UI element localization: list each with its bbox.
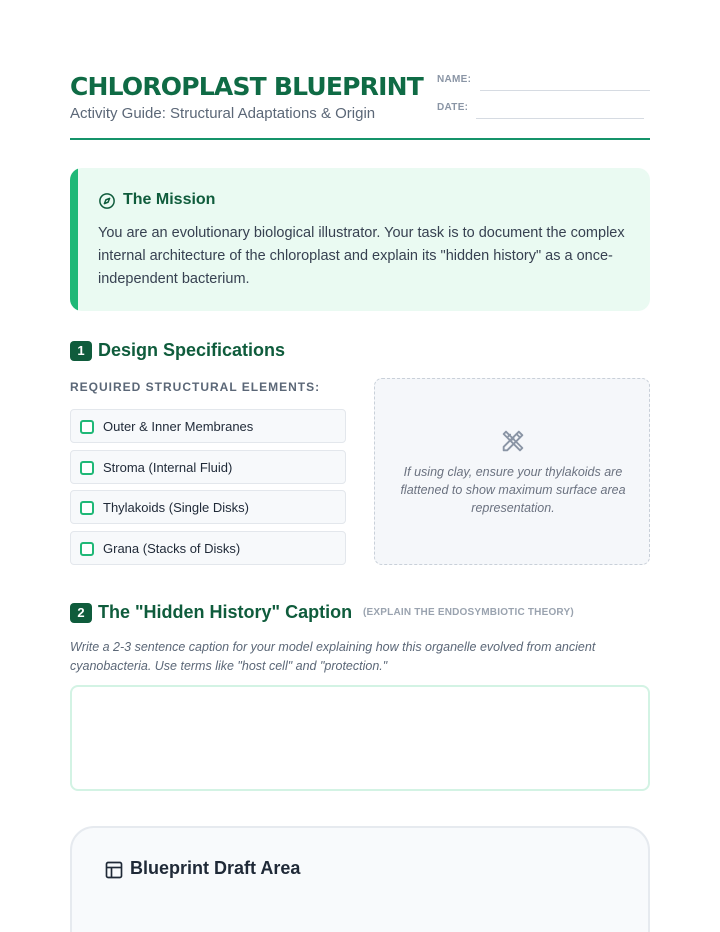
layout-icon bbox=[104, 860, 124, 880]
tip-text: If using clay, ensure your thylakoids are flattened to show maximum surface area representation. bbox=[400, 465, 626, 515]
checklist-item-label: Stroma (Internal Fluid) bbox=[103, 460, 233, 475]
checklist-item-label: Outer & Inner Membranes bbox=[103, 419, 254, 434]
mission-text: You are an evolutionary biological illustrator. Your task is to document the complex internal architecture of the chloroplast and explain its "hidden history" as a once-independent bacterium. bbox=[98, 225, 625, 287]
checkbox[interactable] bbox=[80, 461, 94, 475]
section-title: Design Specifications bbox=[98, 340, 286, 360]
compass-icon bbox=[98, 192, 116, 210]
required-elements-label: REQUIRED STRUCTURAL ELEMENTS: bbox=[70, 380, 321, 394]
checklist-item[interactable] bbox=[70, 450, 346, 484]
caption-instructions: Write a 2-3 sentence caption for your model explaining how this organelle evolved from ancient cyanobacteria. Use terms like "host cell" and "protection." bbox=[70, 640, 596, 673]
section-number: 1 bbox=[70, 341, 92, 361]
caption-textarea[interactable] bbox=[70, 685, 650, 791]
section-title: The "Hidden History" Caption bbox=[98, 602, 353, 622]
checklist-item[interactable] bbox=[70, 409, 346, 443]
name-label: NAME: bbox=[437, 74, 472, 85]
checklist-item-label: Thylakoids (Single Disks) bbox=[103, 500, 249, 515]
checklist-item[interactable] bbox=[70, 490, 346, 524]
tip-box bbox=[374, 378, 650, 565]
section-note: (EXPLAIN THE ENDOSYMBIOTIC THEORY) bbox=[363, 607, 574, 618]
mission-title: The Mission bbox=[123, 191, 216, 208]
date-label: DATE: bbox=[437, 102, 469, 113]
checklist-item[interactable] bbox=[70, 531, 346, 565]
draft-area-title: Blueprint Draft Area bbox=[130, 858, 301, 878]
checkbox[interactable] bbox=[80, 542, 94, 556]
mission-accent-bar bbox=[70, 168, 78, 311]
blueprint-draft-area[interactable] bbox=[70, 826, 650, 932]
pencil-ruler-icon bbox=[499, 427, 527, 455]
document-title: CHLOROPLAST BLUEPRINT bbox=[70, 72, 423, 101]
checklist-item-label: Grana (Stacks of Disks) bbox=[103, 541, 241, 556]
date-field[interactable] bbox=[476, 118, 644, 119]
mission-callout bbox=[70, 168, 650, 311]
checkbox[interactable] bbox=[80, 501, 94, 515]
document-subtitle: Activity Guide: Structural Adaptations & Origin bbox=[70, 105, 376, 122]
worksheet-header bbox=[70, 70, 650, 140]
name-field[interactable] bbox=[480, 90, 650, 91]
section-number: 2 bbox=[70, 603, 92, 623]
checkbox[interactable] bbox=[80, 420, 94, 434]
